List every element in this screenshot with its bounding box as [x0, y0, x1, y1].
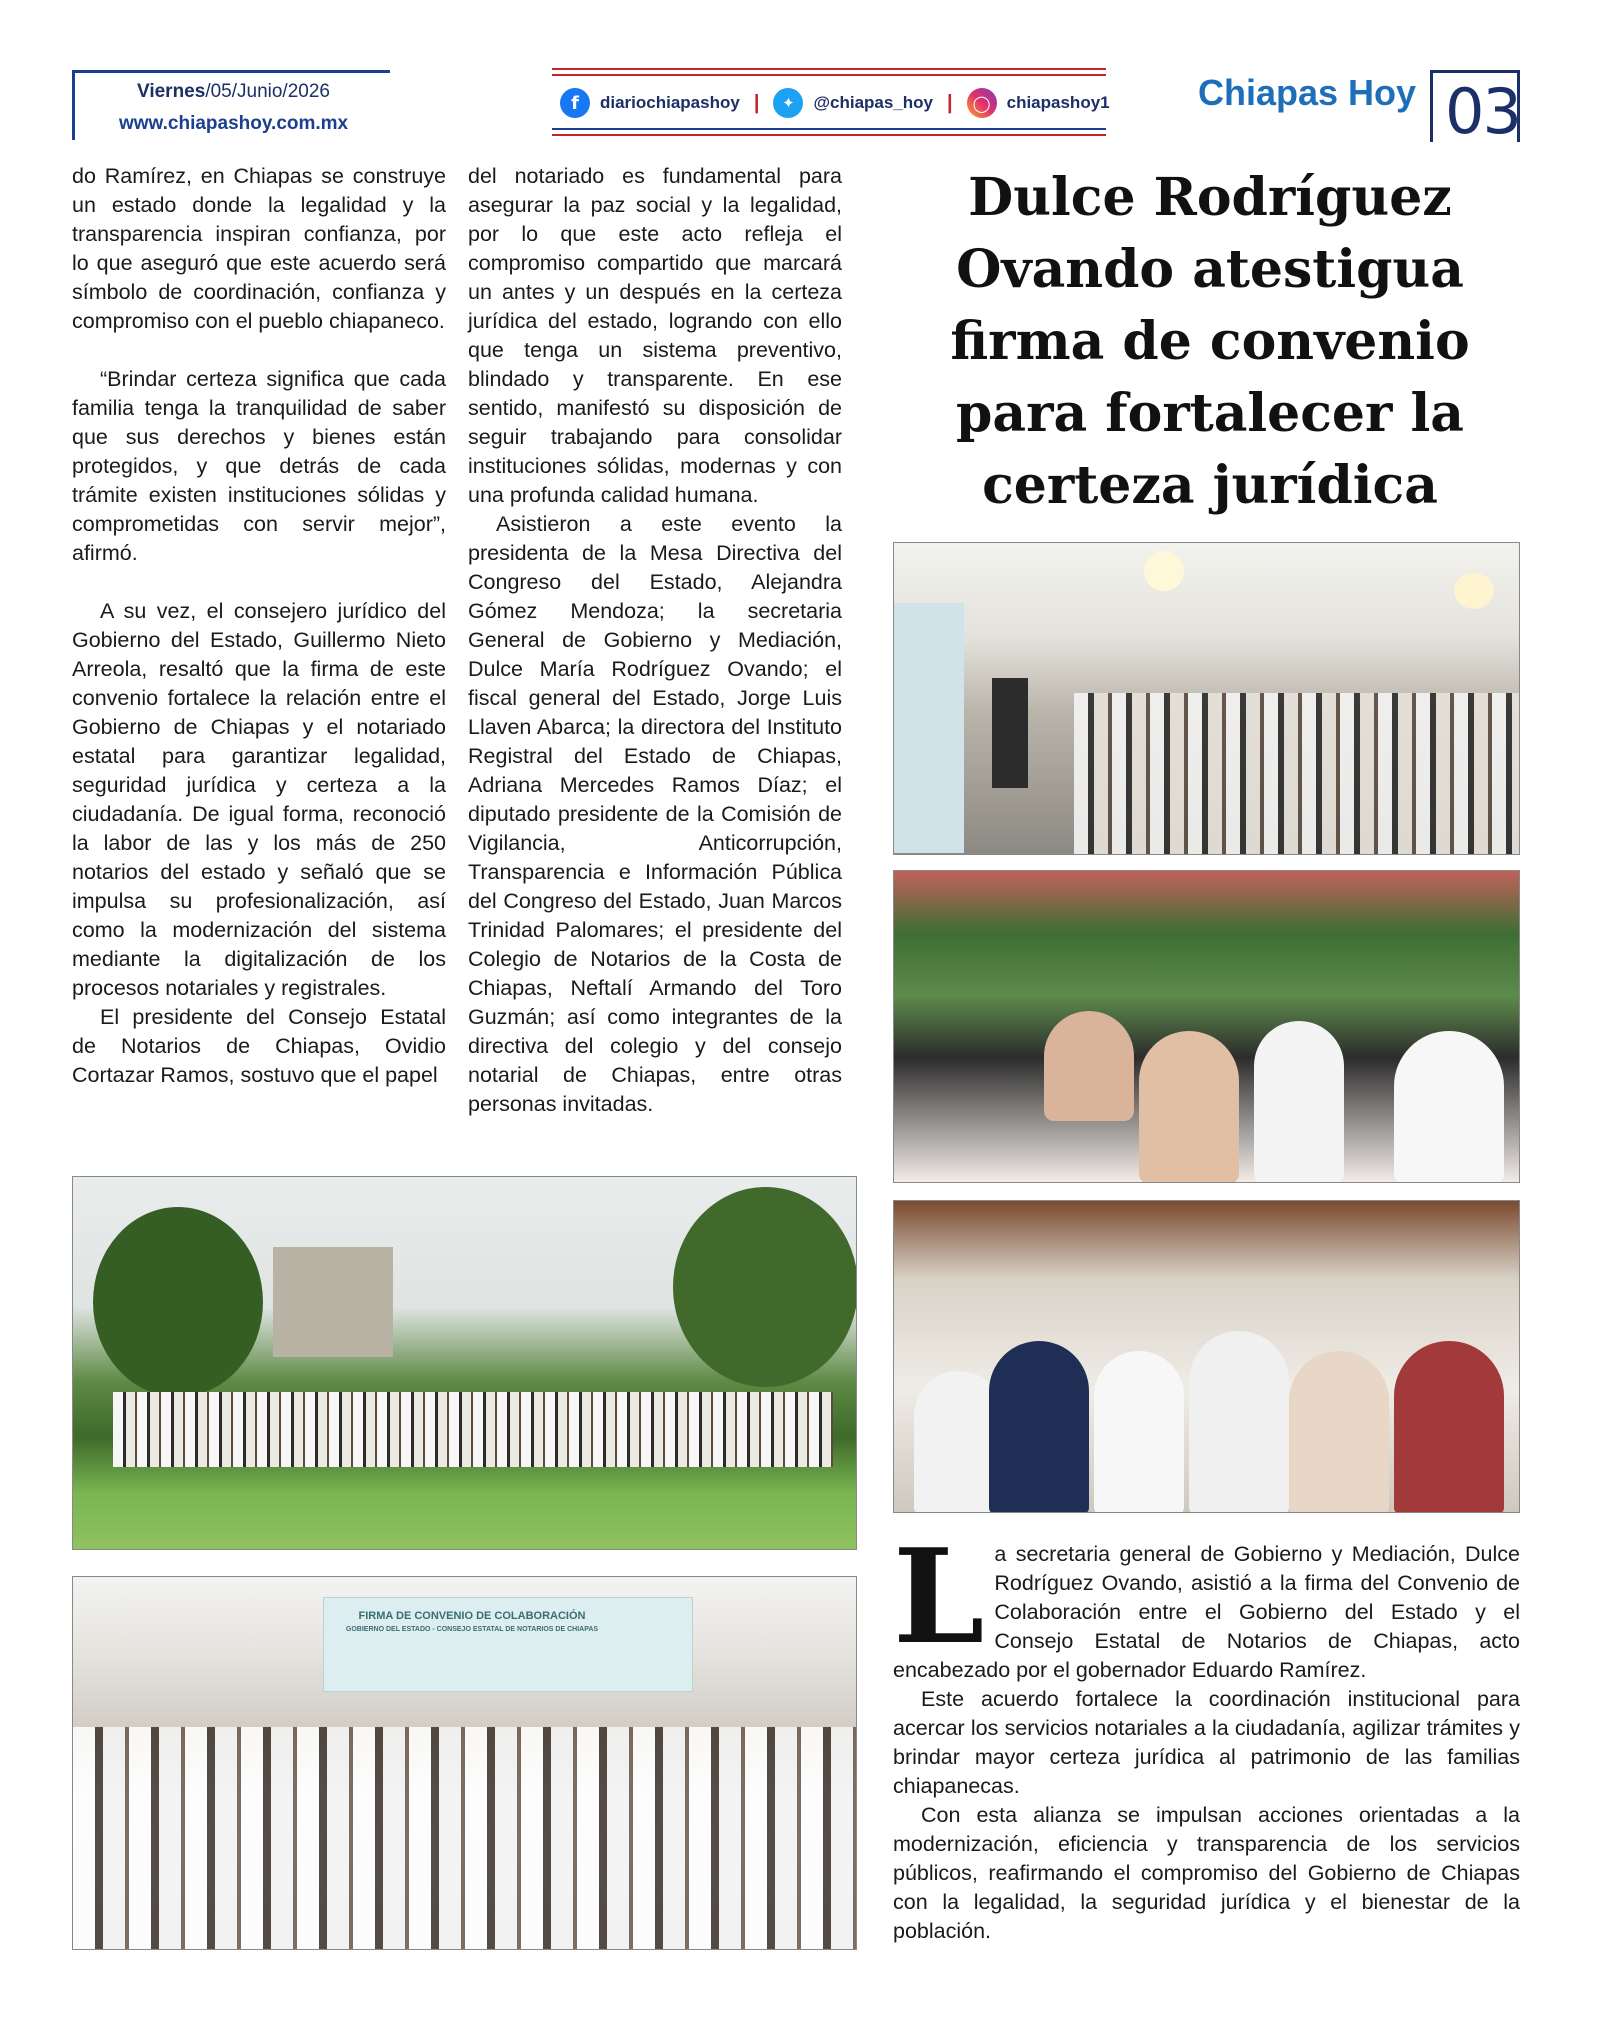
issue-day: Viernes [137, 81, 206, 102]
twitter-icon[interactable]: ✦ [773, 88, 803, 118]
group-photo-garden [72, 1176, 857, 1550]
twitter-handle[interactable]: @chiapas_hoy [813, 93, 934, 112]
guests-garden-photo [893, 870, 1520, 1183]
article-column-1 [72, 162, 446, 1090]
facebook-handle[interactable]: diariochiapashoy [600, 93, 740, 112]
separator: | [947, 91, 953, 114]
audience-seated [73, 1727, 857, 1950]
social-links [560, 88, 1110, 118]
paragraph: Con esta alianza se impulsan acciones orientadas a la modernización, eficiencia y transparencia de los servicios públicos, reafirmando el compromiso del Gobierno de Chiapas con la legalidad, la seguridad jurídica y el bienestar de la población. [893, 1803, 1520, 1943]
drop-cap: L [893, 1520, 985, 1673]
person [1189, 1331, 1289, 1513]
person [1094, 1351, 1184, 1513]
issue-date-value: /05/Junio/2026 [205, 81, 330, 102]
stage-screen [894, 603, 964, 853]
issue-date [137, 81, 330, 103]
article-headline: Dulce Rodríguez Ovando atestigua firma de convenio para fortalecer la certeza jurídica [950, 167, 1470, 516]
paragraph: Este acuerdo fortalece la coordinación institucional para acercar los servicios notariales a la ciudadanía, agilizar trámites y brindar mayor certeza jurídica al patrimonio de las familias chiapanecas. [893, 1687, 1520, 1798]
event-banner [323, 1597, 693, 1692]
person [989, 1341, 1089, 1513]
guest [1139, 1031, 1239, 1183]
paragraph: El presidente del Consejo Estatal de Notarios de Chiapas, Ovidio Cortazar Ramos, sostuvo que el papel [72, 1005, 446, 1087]
guest [1044, 1011, 1134, 1121]
podium [992, 678, 1028, 788]
paragraph: “Brindar certeza significa que cada familia tenga la tranquilidad de saber que sus derechos y bienes están protegidos, y que detrás de cada trámite existen instituciones sólidas y comprometidas con servir mejor”, afirmó. [72, 367, 446, 565]
separator: | [753, 91, 760, 114]
lead-article [893, 1520, 1520, 1946]
lead-paragraph [893, 1520, 1520, 1685]
facebook-icon[interactable]: f [560, 88, 590, 118]
chandelier [1144, 551, 1184, 591]
page-number: 03 [1445, 75, 1520, 148]
paragraph: del notariado es fundamental para asegurar la paz social y la legalidad, por lo que este acto refleja el compromiso compartido que marcará un antes y un después en la certeza jurídica del estado, logrando con ello que tenga un sistema preventivo, blindado y transparente. En ese sentido, manifestó su disposición de seguir trabajando para consolidar instituciones sólidas, modernas y con una profunda calidad humana. [468, 164, 842, 507]
paragraph: do Ramírez, en Chiapas se construye un estado donde la legalidad y la transparencia inspiran confianza, por lo que aseguró que este acuerdo será símbolo de coordinación, confianza y compromiso con el pueblo chiapaneco. [72, 164, 446, 333]
building [273, 1247, 393, 1357]
social-rule-top-2 [552, 74, 1106, 76]
social-bar [552, 68, 1110, 136]
section-title: Chiapas Hoy [1198, 72, 1417, 113]
social-rule-top [552, 68, 1106, 70]
social-rule-bottom-2 [552, 134, 1106, 136]
group-portrait-photo [893, 1200, 1520, 1513]
article-column-2 [468, 162, 842, 1119]
instagram-icon[interactable]: ◯ [967, 88, 997, 118]
chandelier [1454, 573, 1494, 609]
website-url[interactable]: www.chiapashoy.com.mx [119, 113, 349, 134]
event-hall-photo [893, 542, 1520, 855]
lead-text: a secretaria general de Gobierno y Mediación, Dulce Rodríguez Ovando, asistió a la firma del Convenio de Colaboración entre el Gobierno del Estado y el Consejo Estatal de Notarios de Chiapas, acto encabezado por el gobernador Eduardo Ramírez. [893, 1542, 1520, 1682]
banner-subtitle: GOBIERNO DEL ESTADO - CONSEJO ESTATAL DE NOTARIOS DE CHIAPAS [345, 1626, 599, 1633]
paragraph: A su vez, el consejero jurídico del Gobierno del Estado, Guillermo Nieto Arreola, resaltó que la firma de este convenio fortalece la relación entre el Gobierno de Chiapas y el notariado estatal para garantizar legalidad, seguridad jurídica y certeza a la ciudadanía. De igual forma, reconoció la labor de las y los más de 250 notarios del estado y señaló que se impulsa su profesionalización, así como la modernización del sistema mediante la digitalización de los procesos notariales y registrales. [72, 599, 446, 1000]
person [1394, 1341, 1504, 1513]
tree [673, 1187, 857, 1387]
social-rule-bottom [552, 128, 1106, 130]
date-box [72, 70, 390, 140]
guest [1254, 1021, 1344, 1183]
paragraph: Asistieron a este evento la presidenta de la Mesa Directiva del Congreso del Estado, Alejandra Gómez Mendoza; la secretaria General de Gobierno y Mediación, Dulce María Rodríguez Ovando; el fiscal general del Estado, Jorge Luis Llaven Abarca; la directora del Instituto Registral del Estado de Chiapas, Adriana Mercedes Ramos Díaz; el diputado presidente de la Comisión de Vigilancia, Anticorrupción, Transparencia e Información Pública del Congreso del Estado, Juan Marcos Trinidad Palomares; el presidente del Colegio de Notarios de la Costa de Chiapas, Neftalí Armando del Toro Guzmán; así como integrantes de la directiva del colegio y del consejo notarial de Chiapas, entre otras personas invitadas. [468, 512, 842, 1116]
tree [93, 1207, 263, 1397]
page-number-box [1430, 70, 1520, 148]
person [1289, 1351, 1389, 1513]
guest [1394, 1031, 1504, 1183]
instagram-handle[interactable]: chiapashoy1 [1006, 93, 1110, 112]
banner-title: FIRMA DE CONVENIO DE COLABORACIÓN [358, 1610, 586, 1622]
audience [1074, 693, 1520, 855]
group-of-people [113, 1392, 833, 1467]
ceremony-audience-photo [72, 1576, 857, 1950]
